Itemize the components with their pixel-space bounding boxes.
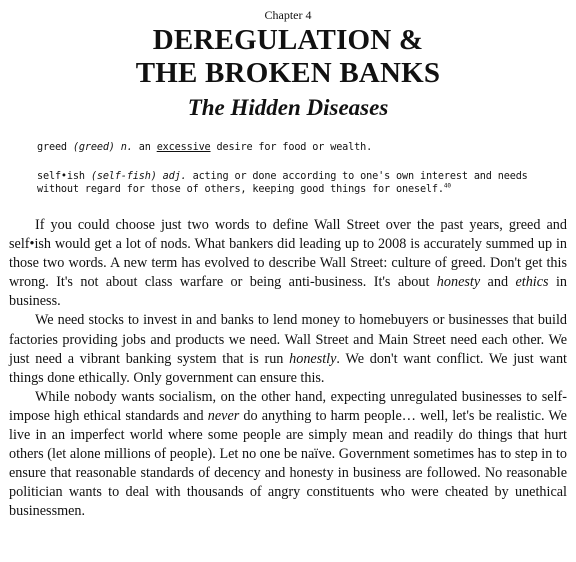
paragraph-1 xyxy=(9,216,567,311)
definition-pronunciation: (self-fish) xyxy=(90,171,157,182)
definition-part-of-speech: n. xyxy=(120,142,133,153)
emphasis-never: never xyxy=(207,407,240,424)
chapter-title-line-2: THE BROKEN BANKS xyxy=(135,57,441,89)
definition-text: desire for food or wealth. xyxy=(216,142,373,153)
paragraph-2 xyxy=(9,311,567,387)
paragraph-text: . We don't want conflict. We just want things done ethically. Only government can ensure this. xyxy=(9,350,568,386)
paragraph-text: and xyxy=(480,274,516,291)
definition-part-of-speech: adj. xyxy=(162,171,187,182)
definition-text: acting or done according to one's own interest and needs without regard for those of others, keeping good things for oneself. xyxy=(37,171,528,195)
definition-term: greed xyxy=(37,142,67,153)
emphasis-honesty: honesty xyxy=(436,274,481,291)
paragraph-text: While nobody wants socialism, on the other hand, expecting unregulated businesses to self-impose high ethical standards and xyxy=(9,388,567,424)
definition-pronunciation: (greed) xyxy=(72,142,115,153)
body-text xyxy=(9,216,567,522)
footnote-marker: 40 xyxy=(443,182,451,190)
chapter-title xyxy=(0,24,576,90)
definition-selfish xyxy=(37,170,557,196)
definition-term: self•ish xyxy=(37,171,85,182)
chapter-label: Chapter 4 xyxy=(264,8,312,22)
definition-greed xyxy=(37,141,557,154)
paragraph-text: We need stocks to invest in and banks to lend money to homebuyers or businesses that build factories providing jobs and products we need. Wall Street and Main Street need each other. We just need a vibrant banking system that is run xyxy=(9,312,567,367)
paragraph-3 xyxy=(9,388,567,522)
paragraph-text: If you could choose just two words to define Wall Street over the past years, greed and self•ish would get a lot of nods. What bankers did leading up to 2008 is accurately summed up in those two words. A new term has evolved to describe Wall Street: culture of greed. Don't get this wrong. It's not about class warfare or being anti-business. It's about xyxy=(9,217,567,291)
paragraph-text: in business. xyxy=(9,274,567,310)
emphasis-ethics: ethics xyxy=(515,274,549,291)
chapter-subtitle: The Hidden Diseases xyxy=(187,95,389,120)
chapter-title-line-1: DEREGULATION & xyxy=(152,24,424,56)
emphasis-honestly: honestly xyxy=(289,350,337,367)
definition-underlined-word: excessive xyxy=(156,142,211,153)
paragraph-text: do anything to harm people… well, let's be realistic. We live in an imperfect world where some people are simply mean and readily do things that hurt others (let alone millions of people). Let no one be naïve. Government sometimes has to step in to ensure that reasonable standards of decency and honesty in business are followed. No reasonable politician wants to deal with thousands of angry constituents who were cheated by unethical businessmen. xyxy=(9,407,567,520)
definition-text: an xyxy=(138,142,151,153)
